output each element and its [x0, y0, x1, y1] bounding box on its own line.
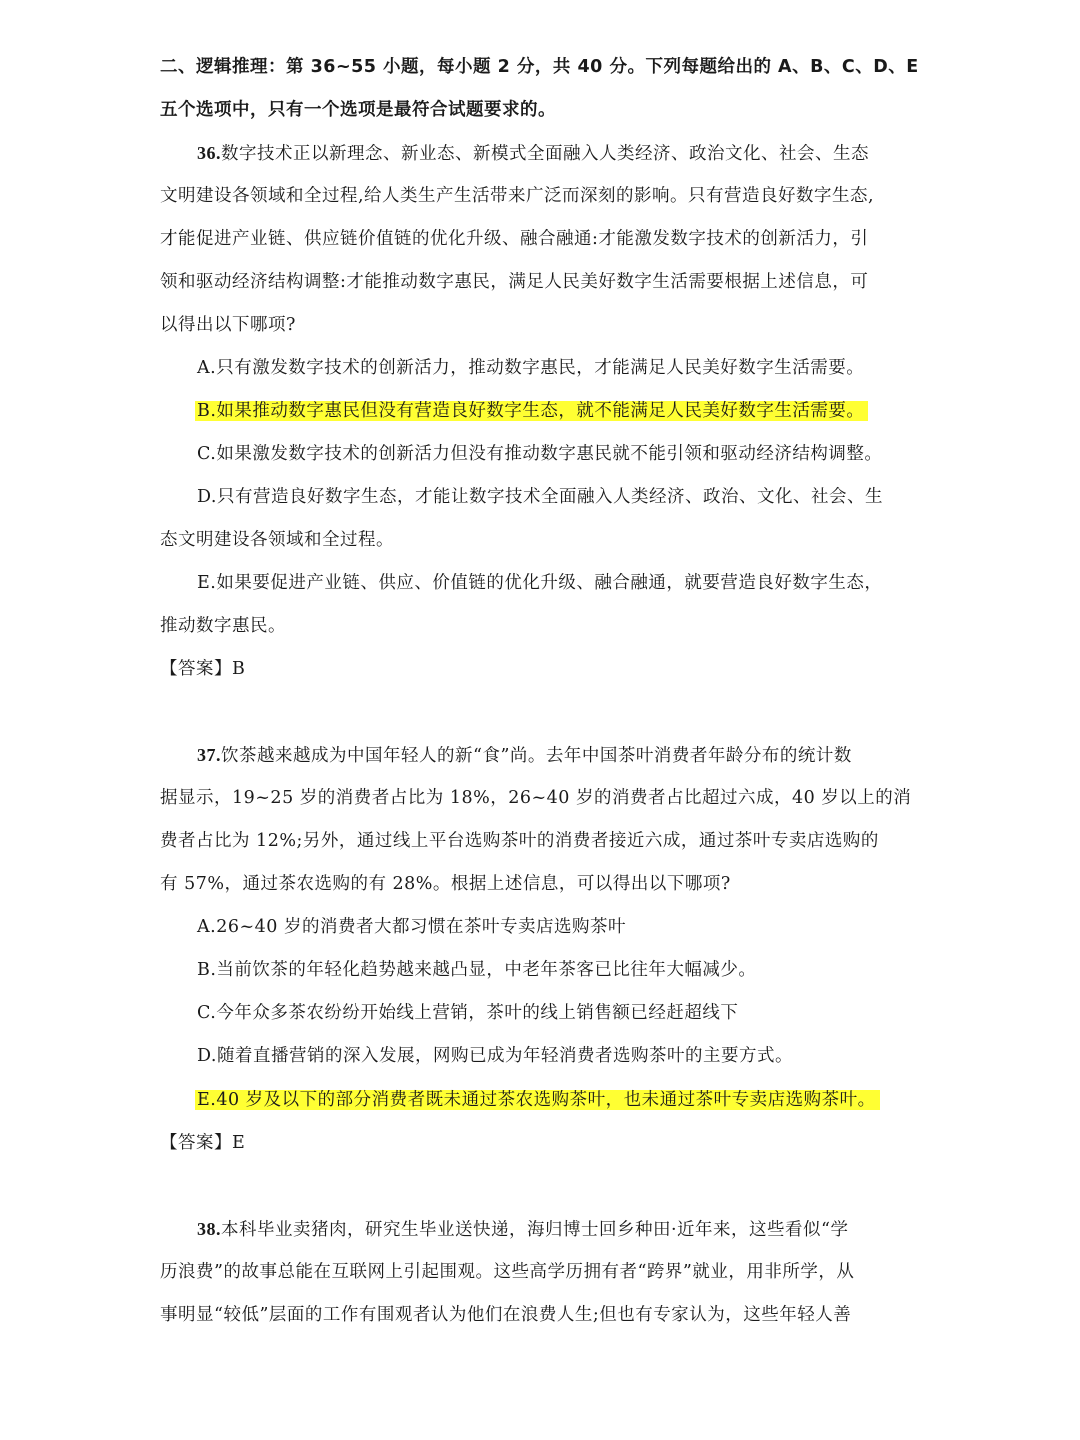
section-header-line-1: [160, 53, 920, 81]
section-header-text-2: 五个选项中，只有一个选项是最符合试题要求的。: [160, 100, 556, 120]
q38-stem-line-2: [160, 1258, 920, 1286]
q37-answer: [160, 1129, 245, 1157]
q36-option-d-text-2: 态文明建设各领域和全过程。: [160, 530, 394, 550]
q37-option-a: [197, 913, 626, 941]
q37-stem-line-2: [160, 784, 920, 812]
q36-number: 36.: [197, 143, 221, 163]
q37-stem-2: 费者占比为 12%;另外，通过线上平台选购茶叶的消费者接近六成，通过茶叶专卖店选购的: [160, 831, 879, 851]
q36-option-b-highlighted: B.如果推动数字惠民但没有营造良好数字生态，就不能满足人民美好数字生活需要。: [195, 401, 868, 421]
q38-stem-line-3: [160, 1301, 920, 1329]
q36-stem-line-5: [160, 311, 296, 339]
q36-option-c-text: C.如果激发数字技术的创新活力但没有推动数字惠民就不能引领和驱动经济结构调整。: [197, 444, 883, 464]
q36-option-e-line-2: [160, 612, 286, 640]
q36-option-e-text-2: 推动数字惠民。: [160, 616, 286, 636]
q36-option-d-text-1: D.只有营造良好数字生态，才能让数字技术全面融入人类经济、政治、文化、社会、生: [197, 487, 883, 507]
q36-option-d-line-2: [160, 526, 394, 554]
q37-option-d-text: D.随着直播营销的深入发展，网购已成为年轻消费者选购茶叶的主要方式。: [197, 1046, 793, 1066]
q37-stem-line-1: [197, 741, 920, 769]
q37-stem-3: 有 57%，通过茶农选购的有 28%。根据上述信息，可以得出以下哪项?: [160, 874, 731, 894]
section-header-text-1: 二、逻辑推理：第 36~55 小题，每小题 2 分，共 40 分。下列每题给出的 A、B、C、D、E: [160, 57, 919, 77]
q37-stem-line-3: [160, 827, 920, 855]
q36-option-e-line-1: [197, 569, 920, 597]
q37-answer-text: 【答案】E: [160, 1133, 246, 1153]
q36-answer-text: 【答案】B: [160, 659, 246, 679]
q36-option-d-line-1: [197, 483, 920, 511]
q37-stem-line-4: [160, 870, 731, 898]
q38-number: 38.: [197, 1219, 221, 1239]
q36-option-e-text-1: E.如果要促进产业链、供应、价值链的优化升级、融合融通，就要营造良好数字生态，: [197, 573, 883, 593]
q37-stem-text-1: [197, 741, 852, 769]
q36-stem-line-2: [160, 182, 920, 210]
q36-stem-0: 数字技术正以新理念、新业态、新模式全面融入人类经济、政治文化、社会、生态: [221, 144, 869, 164]
q36-option-a-text: A.只有激发数字技术的创新活力，推动数字惠民，才能满足人民美好数字生活需要。: [197, 358, 865, 378]
q36-stem-3: 领和驱动经济结构调整:才能推动数字惠民，满足人民美好数字生活需要根据上述信息，可: [160, 272, 869, 292]
q36-stem-4: 以得出以下哪项?: [160, 315, 296, 335]
q37-option-e: [195, 1086, 880, 1114]
q37-option-d: [197, 1042, 793, 1070]
q37-option-c-text: C.今年众多茶农纷纷开始线上营销，茶叶的线上销售额已经赶超线下: [197, 1003, 739, 1023]
q36-stem-text-1: [197, 139, 869, 167]
q37-stem-0: 饮茶越来越成为中国年轻人的新“食”尚。去年中国茶叶消费者年龄分布的统计数: [221, 746, 852, 766]
q38-stem-line-1: [197, 1215, 920, 1243]
q36-answer: [160, 655, 245, 683]
q36-option-b: [195, 397, 868, 425]
q38-stem-1: 历浪费”的故事总能在互联网上引起围观。这些高学历拥有者“跨界”就业，用非所学，从: [160, 1262, 855, 1282]
q38-stem-text-1: [197, 1215, 849, 1243]
q36-option-a: [197, 354, 864, 382]
q37-option-b-text: B.当前饮茶的年轻化趋势越来越凸显，中老年茶客已比往年大幅减少。: [197, 960, 757, 980]
q37-option-b: [197, 956, 756, 984]
q36-stem-1: 文明建设各领域和全过程,给人类生产生活带来广泛而深刻的影响。只有营造良好数字生态,: [160, 186, 875, 206]
q37-option-a-text: A.26~40 岁的消费者大都习惯在茶叶专卖店选购茶叶: [197, 917, 626, 937]
q36-stem-line-1: [197, 139, 920, 167]
section-header-line-2: [160, 96, 556, 124]
q36-option-c: [197, 440, 882, 468]
q37-option-c: [197, 999, 738, 1027]
q36-stem-2: 才能促进产业链、供应链价值链的优化升级、融合融通:才能激发数字技术的创新活力，引: [160, 229, 869, 249]
q36-stem-line-4: [160, 268, 920, 296]
q37-stem-1: 据显示，19~25 岁的消费者占比为 18%，26~40 岁的消费者占比超过六成，40 岁以上的消: [160, 788, 912, 808]
q38-stem-2: 事明显“较低”层面的工作有围观者认为他们在浪费人生;但也有专家认为，这些年轻人善: [160, 1305, 852, 1325]
q37-option-e-highlighted: E.40 岁及以下的部分消费者既未通过茶农选购茶叶，也未通过茶叶专卖店选购茶叶。: [195, 1090, 880, 1110]
q36-stem-line-3: [160, 225, 920, 253]
q37-number: 37.: [197, 745, 221, 765]
q38-stem-0: 本科毕业卖猪肉，研究生毕业送快递，海归博士回乡种田·近年来，这些看似“学: [221, 1220, 849, 1240]
